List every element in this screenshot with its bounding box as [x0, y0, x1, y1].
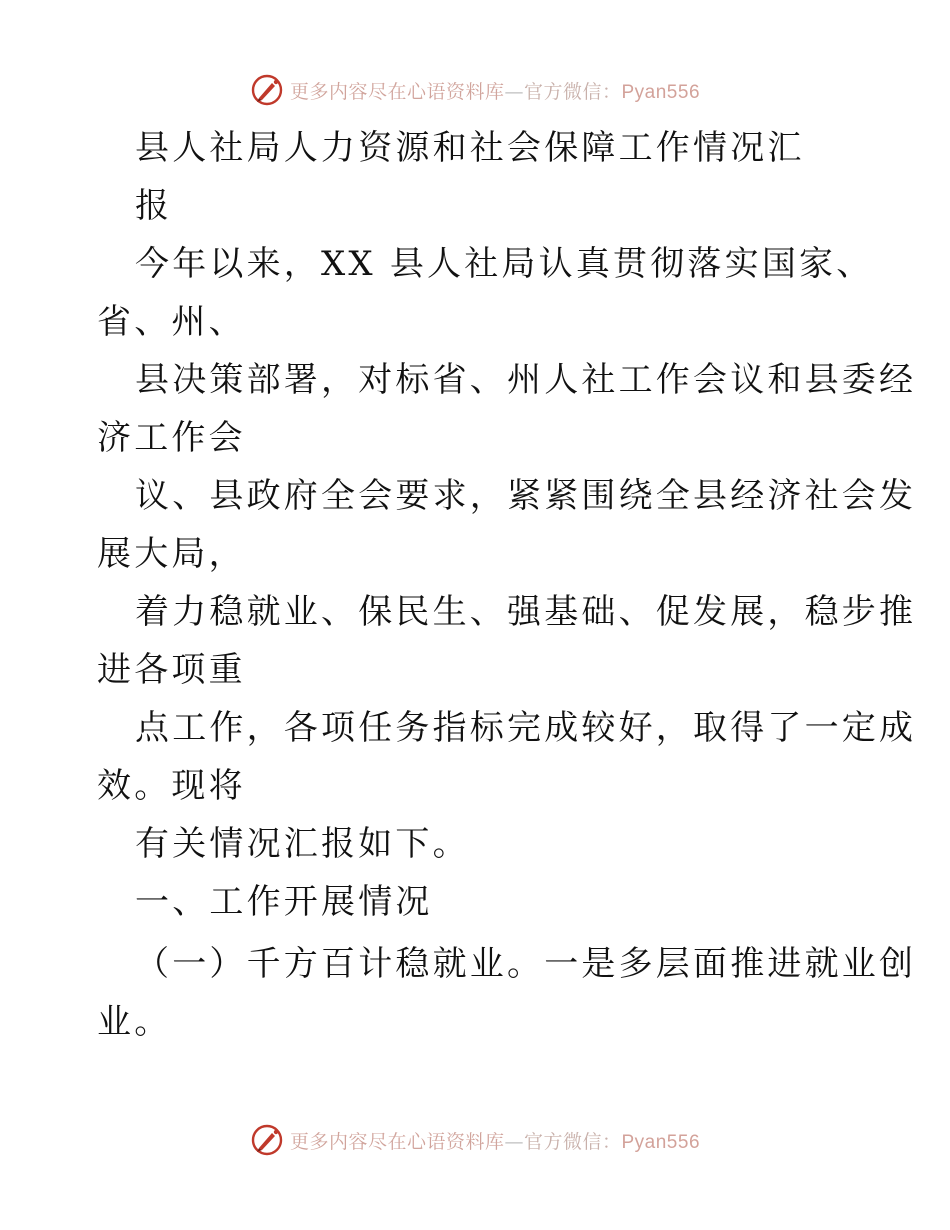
pen-logo-icon — [250, 73, 284, 107]
paragraph-line: 业。 — [97, 1002, 172, 1042]
watermark-account: Pyan556 — [621, 1131, 701, 1153]
paragraph-line: 今年以来，XX 县人社局认真贯彻落实国家、 — [135, 244, 874, 284]
paragraph-line: 效。现将 — [97, 766, 246, 806]
watermark-text — [290, 77, 700, 104]
watermark-account: Pyan556 — [621, 81, 701, 103]
paragraph-line: 济工作会 — [97, 418, 246, 458]
paragraph-line: 县决策部署，对标省、州人社工作会议和县委经 — [135, 360, 917, 400]
footer-watermark — [0, 1120, 950, 1160]
document-title-line-2: 报 — [135, 186, 173, 226]
paragraph-line: 着力稳就业、保民生、强基础、促发展，稳步推 — [135, 592, 917, 632]
watermark-suffix: 官方微信： — [523, 1130, 622, 1153]
watermark-text — [290, 1127, 700, 1154]
section-heading: 一、工作开展情况 — [135, 882, 433, 922]
pen-logo-icon — [250, 1123, 284, 1157]
paragraph-line: 省、州、 — [97, 302, 246, 342]
watermark-separator: — — [504, 80, 524, 103]
header-watermark — [0, 70, 950, 110]
watermark-group — [250, 73, 700, 107]
paragraph-line: 议、县政府全会要求，紧紧围绕全县经济社会发 — [135, 476, 917, 516]
watermark-brand: 更多内容尽在心语资料库 — [289, 1130, 505, 1153]
paragraph-line: 点工作，各项任务指标完成较好，取得了一定成 — [135, 708, 917, 748]
paragraph-line: 进各项重 — [97, 650, 246, 690]
watermark-separator: — — [504, 1130, 524, 1153]
watermark-brand: 更多内容尽在心语资料库 — [289, 80, 505, 103]
paragraph-line: 展大局， — [97, 534, 246, 574]
watermark-group — [250, 1123, 700, 1157]
document-title-line-1: 县人社局人力资源和社会保障工作情况汇 — [135, 128, 805, 168]
watermark-suffix: 官方微信： — [523, 80, 622, 103]
paragraph-line: 有关情况汇报如下。 — [135, 824, 470, 864]
subsection-heading: （一）千方百计稳就业。一是多层面推进就业创 — [135, 944, 917, 984]
